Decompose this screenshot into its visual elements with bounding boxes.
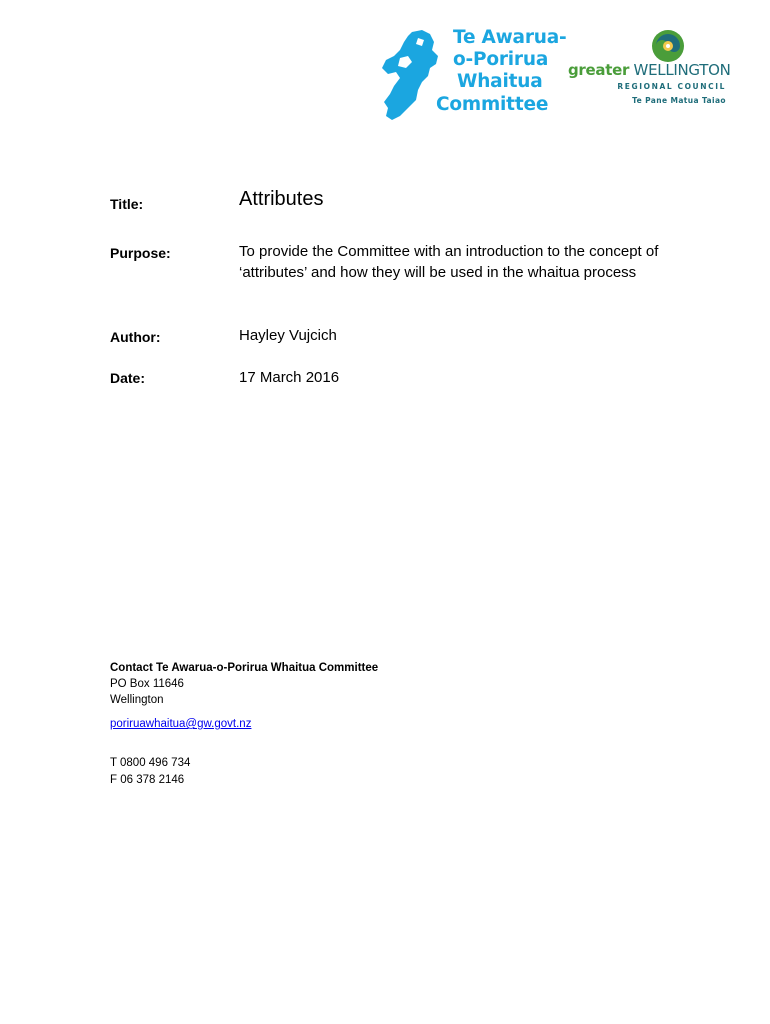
whaitua-logo-line-4: Committee — [436, 94, 549, 115]
purpose-label: Purpose: — [110, 245, 171, 261]
contact-city: Wellington — [110, 694, 164, 706]
gw-council-text: REGIONAL COUNCIL — [617, 82, 726, 91]
contact-heading: Contact Te Awarua-o-Porirua Whaitua Committee — [110, 662, 379, 674]
whaitua-logo-line-3: Whaitua — [457, 71, 543, 92]
gw-emblem-icon — [650, 28, 686, 64]
contact-email-link[interactable]: poriruawhaitua@gw.govt.nz — [110, 718, 252, 730]
contact-phone: T 0800 496 734 — [110, 757, 191, 769]
gw-name — [568, 61, 731, 79]
gw-maori-name: Te Pane Matua Taiao — [632, 96, 726, 105]
title-value: Attributes — [239, 188, 324, 210]
gw-wellington-text: WELLINGTON — [633, 61, 731, 79]
date-label: Date: — [110, 370, 146, 386]
title-label: Title: — [110, 196, 144, 212]
contact-fax: F 06 378 2146 — [110, 774, 185, 786]
purpose-value: To provide the Committee with an introduction to the concept of ‘attributes’ and how they will be used in the whaitua process — [239, 243, 659, 281]
contact-po-box: PO Box 11646 — [110, 678, 184, 690]
date-value: 17 March 2016 — [239, 369, 340, 386]
author-label: Author: — [110, 329, 161, 345]
gw-greater-text: greater — [568, 61, 630, 79]
whaitua-logo-line-2: o-Porirua — [453, 49, 549, 70]
author-value: Hayley Vujcich — [239, 327, 337, 344]
whaitua-logo-line-1: Te Awarua- — [453, 27, 567, 48]
